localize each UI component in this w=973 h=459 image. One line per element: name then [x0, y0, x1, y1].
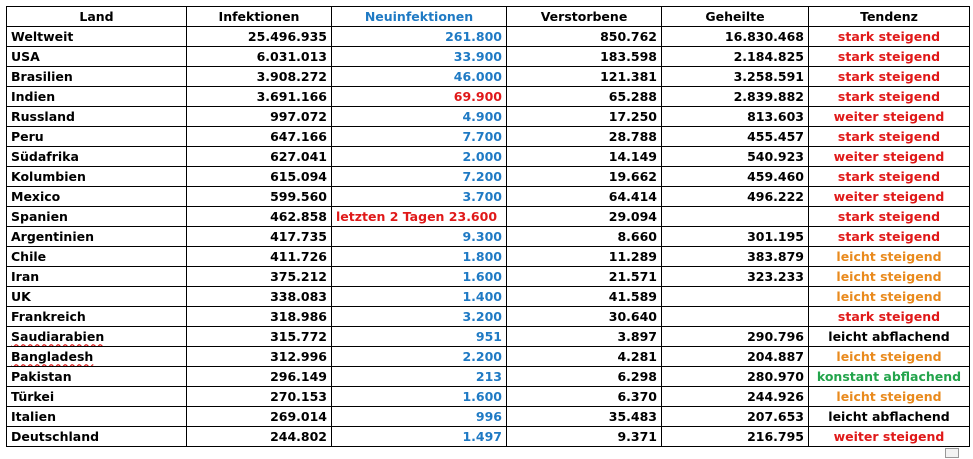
new-infections-cell: [332, 87, 507, 107]
country-cell: [7, 167, 187, 187]
trend-cell: [809, 187, 970, 207]
new-infections-cell-text: 213: [475, 369, 502, 384]
trend-cell: [809, 227, 970, 247]
recovered-cell: [662, 327, 809, 347]
new-infections-cell-text: 46.000: [453, 69, 502, 84]
new-infections-cell-text: 3.200: [462, 309, 502, 324]
infections-cell: [187, 407, 332, 427]
infections-cell-text: 25.496.935: [247, 29, 327, 44]
trend-cell: [809, 307, 970, 327]
recovered-cell: [662, 427, 809, 447]
country-cell-text: USA: [11, 49, 40, 64]
country-cell-text: Frankreich: [11, 309, 86, 324]
recovered-cell: [662, 167, 809, 187]
new-infections-cell-text: 2.000: [462, 149, 502, 164]
country-cell: [7, 267, 187, 287]
trend-cell-text: stark steigend: [837, 29, 941, 44]
deaths-cell: [507, 227, 662, 247]
recovered-cell-text: 2.184.825: [733, 49, 804, 64]
infections-cell-text: 244.802: [270, 429, 327, 444]
new-infections-cell: [332, 167, 507, 187]
trend-cell: [809, 47, 970, 67]
recovered-cell: [662, 147, 809, 167]
trend-cell-text: leicht steigend: [836, 389, 942, 404]
country-cell: [7, 287, 187, 307]
infections-cell-text: 312.996: [270, 349, 327, 364]
recovered-cell: [662, 247, 809, 267]
recovered-cell-text: 3.258.591: [733, 69, 804, 84]
deaths-cell: [507, 367, 662, 387]
infections-cell-text: 3.691.166: [256, 89, 327, 104]
recovered-cell: [662, 287, 809, 307]
country-cell-text: Iran: [11, 269, 40, 284]
table-row: [7, 347, 970, 367]
recovered-cell: [662, 67, 809, 87]
deaths-cell: [507, 287, 662, 307]
recovered-cell-text: 459.460: [747, 169, 804, 184]
trend-cell-text: weiter steigend: [833, 109, 945, 124]
infections-cell-text: 462.858: [270, 209, 327, 224]
infections-cell: [187, 187, 332, 207]
trend-cell-text: weiter steigend: [833, 189, 945, 204]
deaths-cell-text: 11.289: [608, 249, 657, 264]
header-tendenz: Tendenz: [809, 7, 970, 27]
country-cell-text: Kolumbien: [11, 169, 86, 184]
new-infections-cell-text: 33.900: [453, 49, 502, 64]
country-cell-text: Russland: [11, 109, 75, 124]
infections-cell-text: 6.031.013: [256, 49, 327, 64]
trend-cell: [809, 67, 970, 87]
new-infections-cell-text: 69.900: [453, 89, 502, 104]
trend-cell: [809, 87, 970, 107]
country-cell: [7, 407, 187, 427]
deaths-cell: [507, 167, 662, 187]
country-cell-text: Türkei: [11, 389, 55, 404]
trend-cell-text: leicht steigend: [836, 269, 942, 284]
infections-cell-text: 627.041: [270, 149, 327, 164]
trend-cell-text: weiter steigend: [833, 429, 945, 444]
recovered-cell: [662, 127, 809, 147]
new-infections-cell: [332, 247, 507, 267]
country-cell: [7, 387, 187, 407]
recovered-cell: [662, 187, 809, 207]
infections-cell: [187, 107, 332, 127]
infections-cell-text: 270.153: [270, 389, 327, 404]
country-cell: [7, 427, 187, 447]
country-cell: [7, 67, 187, 87]
table-row: [7, 307, 970, 327]
new-infections-cell: [332, 27, 507, 47]
covid-stats-table: [6, 6, 970, 447]
deaths-cell: [507, 347, 662, 367]
trend-cell: [809, 267, 970, 287]
deaths-cell-text: 6.370: [617, 389, 657, 404]
new-infections-cell-text: 996: [475, 409, 502, 424]
new-infections-cell-text: 1.400: [462, 289, 502, 304]
recovered-cell-text: 280.970: [747, 369, 804, 384]
trend-cell: [809, 167, 970, 187]
new-infections-cell-text: 1.497: [462, 429, 502, 444]
infections-cell-text: 411.726: [270, 249, 327, 264]
infections-cell: [187, 87, 332, 107]
country-cell: [7, 47, 187, 67]
recovered-cell: [662, 47, 809, 67]
new-infections-cell: [332, 147, 507, 167]
table-row: [7, 227, 970, 247]
country-cell-text: Mexico: [11, 189, 61, 204]
country-cell: [7, 147, 187, 167]
country-cell: [7, 207, 187, 227]
country-cell-text: Pakistan: [11, 369, 72, 384]
country-cell: [7, 87, 187, 107]
infections-cell: [187, 287, 332, 307]
new-infections-cell-text: 2.200: [462, 349, 502, 364]
new-infections-cell-text: 1.600: [462, 389, 502, 404]
country-cell-text: Peru: [11, 129, 44, 144]
new-infections-cell-text: 7.700: [462, 129, 502, 144]
infections-cell: [187, 367, 332, 387]
recovered-cell-text: 813.603: [747, 109, 804, 124]
infections-cell: [187, 387, 332, 407]
deaths-cell: [507, 87, 662, 107]
table-row: [7, 407, 970, 427]
new-infections-cell: [332, 67, 507, 87]
deaths-cell-text: 121.381: [600, 69, 657, 84]
table-row: [7, 167, 970, 187]
recovered-cell-text: 383.879: [747, 249, 804, 264]
new-infections-cell: [332, 427, 507, 447]
recovered-cell: [662, 107, 809, 127]
new-infections-cell: [332, 107, 507, 127]
infections-cell-text: 269.014: [270, 409, 327, 424]
infections-cell: [187, 67, 332, 87]
deaths-cell-text: 8.660: [617, 229, 657, 244]
country-cell: [7, 27, 187, 47]
table-row: [7, 367, 970, 387]
deaths-cell: [507, 147, 662, 167]
country-cell: [7, 127, 187, 147]
infections-cell-text: 417.735: [270, 229, 327, 244]
new-infections-cell: [332, 387, 507, 407]
recovered-cell: [662, 207, 809, 227]
recovered-cell-text: 455.457: [747, 129, 804, 144]
recovered-cell-text: 244.926: [747, 389, 804, 404]
trend-cell-text: leicht steigend: [836, 249, 942, 264]
country-cell-text: Weltweit: [11, 29, 74, 44]
table-row: [7, 187, 970, 207]
new-infections-cell-text: 1.800: [462, 249, 502, 264]
trend-cell: [809, 407, 970, 427]
trend-cell: [809, 27, 970, 47]
trend-cell-text: konstant abflachend: [816, 369, 962, 384]
infections-cell-text: 599.560: [270, 189, 327, 204]
infections-cell: [187, 27, 332, 47]
paste-options-icon[interactable]: [945, 448, 959, 458]
new-infections-cell-text: 7.200: [462, 169, 502, 184]
deaths-cell: [507, 47, 662, 67]
deaths-cell-text: 17.250: [608, 109, 657, 124]
deaths-cell-text: 3.897: [617, 329, 657, 344]
deaths-cell: [507, 127, 662, 147]
deaths-cell: [507, 427, 662, 447]
country-cell: [7, 227, 187, 247]
recovered-cell: [662, 347, 809, 367]
recovered-cell: [662, 27, 809, 47]
recovered-cell-text: 16.830.468: [724, 29, 804, 44]
infections-cell: [187, 307, 332, 327]
trend-cell: [809, 347, 970, 367]
table-row: [7, 27, 970, 47]
table-row: [7, 107, 970, 127]
trend-cell-text: stark steigend: [837, 209, 941, 224]
infections-cell-text: 338.083: [270, 289, 327, 304]
trend-cell: [809, 327, 970, 347]
new-infections-cell-text: letzten 2 Tagen 23.600: [336, 209, 498, 224]
table-row: [7, 67, 970, 87]
trend-cell-text: stark steigend: [837, 89, 941, 104]
country-cell-text: Südafrika: [11, 149, 79, 164]
table-row: [7, 287, 970, 307]
new-infections-cell-text: 3.700: [462, 189, 502, 204]
infections-cell: [187, 207, 332, 227]
trend-cell: [809, 127, 970, 147]
new-infections-cell: [332, 287, 507, 307]
country-cell-text: Italien: [11, 409, 57, 424]
recovered-cell-text: 204.887: [747, 349, 804, 364]
infections-cell-text: 3.908.272: [256, 69, 327, 84]
table-row: [7, 87, 970, 107]
deaths-cell-text: 28.788: [608, 129, 657, 144]
table-row: [7, 327, 970, 347]
country-cell: [7, 307, 187, 327]
header-verstorbene: Verstorbene: [507, 7, 662, 27]
recovered-cell-text: 496.222: [747, 189, 804, 204]
trend-cell-text: weiter steigend: [833, 149, 945, 164]
trend-cell: [809, 247, 970, 267]
recovered-cell-text: 216.795: [747, 429, 804, 444]
new-infections-cell: [332, 267, 507, 287]
deaths-cell: [507, 27, 662, 47]
infections-cell: [187, 327, 332, 347]
infections-cell: [187, 127, 332, 147]
country-cell: [7, 367, 187, 387]
country-cell: [7, 187, 187, 207]
new-infections-cell: [332, 47, 507, 67]
new-infections-cell-text: 9.300: [462, 229, 502, 244]
recovered-cell: [662, 227, 809, 247]
country-cell-text: Argentinien: [11, 229, 94, 244]
new-infections-cell-text: 951: [475, 329, 502, 344]
header-land: Land: [7, 7, 187, 27]
infections-cell-text: 647.166: [270, 129, 327, 144]
deaths-cell-text: 9.371: [617, 429, 657, 444]
new-infections-cell: [332, 347, 507, 367]
new-infections-cell: [332, 187, 507, 207]
recovered-cell-text: 323.233: [747, 269, 804, 284]
table-row: [7, 427, 970, 447]
new-infections-cell: [332, 367, 507, 387]
deaths-cell: [507, 407, 662, 427]
recovered-cell: [662, 367, 809, 387]
new-infections-cell: [332, 127, 507, 147]
trend-cell-text: stark steigend: [837, 229, 941, 244]
trend-cell: [809, 387, 970, 407]
infections-cell: [187, 247, 332, 267]
infections-cell: [187, 427, 332, 447]
infections-cell-text: 296.149: [270, 369, 327, 384]
deaths-cell-text: 29.094: [608, 209, 657, 224]
recovered-cell: [662, 387, 809, 407]
infections-cell: [187, 47, 332, 67]
deaths-cell-text: 4.281: [617, 349, 657, 364]
infections-cell-text: 318.986: [270, 309, 327, 324]
infections-cell-text: 315.772: [270, 329, 327, 344]
trend-cell-text: leicht abflachend: [828, 409, 950, 424]
deaths-cell-text: 65.288: [608, 89, 657, 104]
infections-cell-text: 997.072: [270, 109, 327, 124]
country-cell-text: Indien: [11, 89, 56, 104]
country-cell-text: Deutschland: [11, 429, 100, 444]
infections-cell: [187, 347, 332, 367]
infections-cell: [187, 167, 332, 187]
infections-cell: [187, 147, 332, 167]
country-cell-text: UK: [11, 289, 31, 304]
country-cell: [7, 327, 187, 347]
deaths-cell: [507, 67, 662, 87]
table-row: [7, 247, 970, 267]
new-infections-cell-text: 1.600: [462, 269, 502, 284]
table-row: [7, 387, 970, 407]
infections-cell: [187, 227, 332, 247]
trend-cell-text: stark steigend: [837, 129, 941, 144]
deaths-cell: [507, 247, 662, 267]
deaths-cell: [507, 387, 662, 407]
new-infections-cell: [332, 207, 507, 227]
infections-cell: [187, 267, 332, 287]
country-cell-text: Brasilien: [11, 69, 73, 84]
recovered-cell: [662, 87, 809, 107]
new-infections-cell: [332, 407, 507, 427]
country-cell: [7, 247, 187, 267]
trend-cell-text: leicht steigend: [836, 349, 942, 364]
country-cell-text: Saudiarabien: [11, 329, 105, 344]
recovered-cell: [662, 407, 809, 427]
deaths-cell: [507, 327, 662, 347]
table-row: [7, 47, 970, 67]
deaths-cell-text: 850.762: [600, 29, 657, 44]
new-infections-cell-text: 261.800: [445, 29, 502, 44]
deaths-cell: [507, 207, 662, 227]
table-row: [7, 207, 970, 227]
trend-cell-text: stark steigend: [837, 309, 941, 324]
recovered-cell: [662, 267, 809, 287]
table-row: [7, 267, 970, 287]
trend-cell: [809, 427, 970, 447]
country-cell: [7, 347, 187, 367]
trend-cell-text: leicht steigend: [836, 289, 942, 304]
table-row: [7, 127, 970, 147]
deaths-cell-text: 183.598: [600, 49, 657, 64]
trend-cell-text: stark steigend: [837, 49, 941, 64]
deaths-cell-text: 41.589: [608, 289, 657, 304]
header-row: [7, 7, 970, 27]
recovered-cell: [662, 307, 809, 327]
country-cell-text: Spanien: [11, 209, 68, 224]
country-cell-text: Bangladesh: [11, 349, 94, 364]
deaths-cell: [507, 307, 662, 327]
header-geheilte: Geheilte: [662, 7, 809, 27]
trend-cell: [809, 207, 970, 227]
country-cell: [7, 107, 187, 127]
deaths-cell: [507, 187, 662, 207]
trend-cell-text: leicht abflachend: [828, 329, 950, 344]
recovered-cell-text: 290.796: [747, 329, 804, 344]
country-cell-text: Chile: [11, 249, 47, 264]
trend-cell: [809, 367, 970, 387]
deaths-cell-text: 35.483: [608, 409, 657, 424]
new-infections-cell: [332, 327, 507, 347]
header-neuinfektionen: Neuinfektionen: [332, 7, 507, 27]
infections-cell-text: 375.212: [270, 269, 327, 284]
deaths-cell-text: 19.662: [608, 169, 657, 184]
recovered-cell-text: 207.653: [747, 409, 804, 424]
recovered-cell-text: 540.923: [747, 149, 804, 164]
table-row: [7, 147, 970, 167]
deaths-cell-text: 6.298: [617, 369, 657, 384]
trend-cell-text: stark steigend: [837, 169, 941, 184]
trend-cell-text: stark steigend: [837, 69, 941, 84]
deaths-cell: [507, 267, 662, 287]
trend-cell: [809, 287, 970, 307]
deaths-cell-text: 64.414: [608, 189, 657, 204]
deaths-cell-text: 30.640: [608, 309, 657, 324]
deaths-cell: [507, 107, 662, 127]
deaths-cell-text: 14.149: [608, 149, 657, 164]
infections-cell-text: 615.094: [270, 169, 327, 184]
trend-cell: [809, 147, 970, 167]
new-infections-cell-text: 4.900: [462, 109, 502, 124]
header-infektionen: Infektionen: [187, 7, 332, 27]
trend-cell: [809, 107, 970, 127]
new-infections-cell: [332, 227, 507, 247]
recovered-cell-text: 2.839.882: [733, 89, 804, 104]
recovered-cell-text: 301.195: [747, 229, 804, 244]
new-infections-cell: [332, 307, 507, 327]
deaths-cell-text: 21.571: [608, 269, 657, 284]
